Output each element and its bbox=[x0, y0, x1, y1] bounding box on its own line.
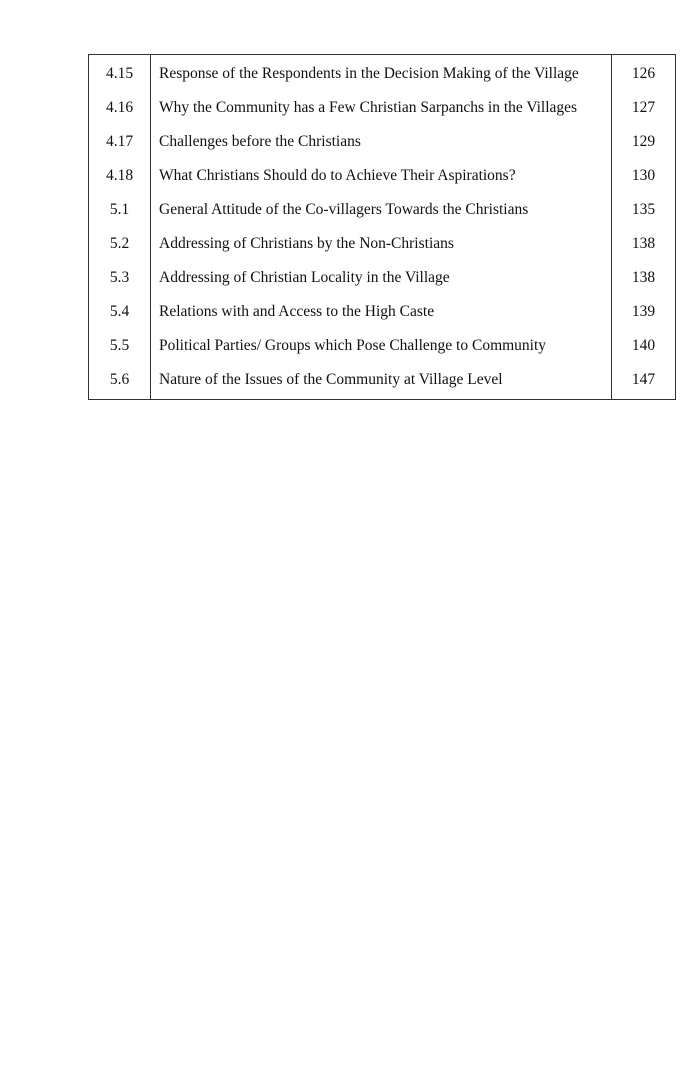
table-row bbox=[89, 295, 676, 329]
page-number: 138 bbox=[612, 261, 676, 295]
table-row bbox=[89, 193, 676, 227]
table-of-contents bbox=[88, 54, 676, 400]
table-number: 5.3 bbox=[89, 261, 151, 295]
table-title: General Attitude of the Co-villagers Towards the Christians bbox=[151, 193, 612, 227]
table-row bbox=[89, 91, 676, 125]
table-number: 5.6 bbox=[89, 363, 151, 400]
page-number: 140 bbox=[612, 329, 676, 363]
page-number: 129 bbox=[612, 125, 676, 159]
table-title: Relations with and Access to the High Caste bbox=[151, 295, 612, 329]
table-title: Addressing of Christians by the Non-Christians bbox=[151, 227, 612, 261]
table-title: Political Parties/ Groups which Pose Challenge to Community bbox=[151, 329, 612, 363]
table-number: 4.18 bbox=[89, 159, 151, 193]
table-number: 5.5 bbox=[89, 329, 151, 363]
page-number: 126 bbox=[612, 55, 676, 92]
table-row bbox=[89, 329, 676, 363]
table-row bbox=[89, 227, 676, 261]
table-number: 4.17 bbox=[89, 125, 151, 159]
table-title: Response of the Respondents in the Decision Making of the Village bbox=[151, 55, 612, 92]
table-row bbox=[89, 261, 676, 295]
page-number: 147 bbox=[612, 363, 676, 400]
page-number: 138 bbox=[612, 227, 676, 261]
table-title: Nature of the Issues of the Community at Village Level bbox=[151, 363, 612, 400]
table-title: Addressing of Christian Locality in the Village bbox=[151, 261, 612, 295]
table-title: What Christians Should do to Achieve Their Aspirations? bbox=[151, 159, 612, 193]
page-number: 130 bbox=[612, 159, 676, 193]
table-number: 5.1 bbox=[89, 193, 151, 227]
table-row bbox=[89, 125, 676, 159]
table-number: 5.2 bbox=[89, 227, 151, 261]
table-title: Challenges before the Christians bbox=[151, 125, 612, 159]
table-row bbox=[89, 159, 676, 193]
table-row bbox=[89, 55, 676, 92]
table-title: Why the Community has a Few Christian Sarpanchs in the Villages bbox=[151, 91, 612, 125]
page-number: 139 bbox=[612, 295, 676, 329]
page-number: 135 bbox=[612, 193, 676, 227]
page-number: 127 bbox=[612, 91, 676, 125]
table-row bbox=[89, 363, 676, 400]
table-number: 4.15 bbox=[89, 55, 151, 92]
table-number: 5.4 bbox=[89, 295, 151, 329]
table-number: 4.16 bbox=[89, 91, 151, 125]
